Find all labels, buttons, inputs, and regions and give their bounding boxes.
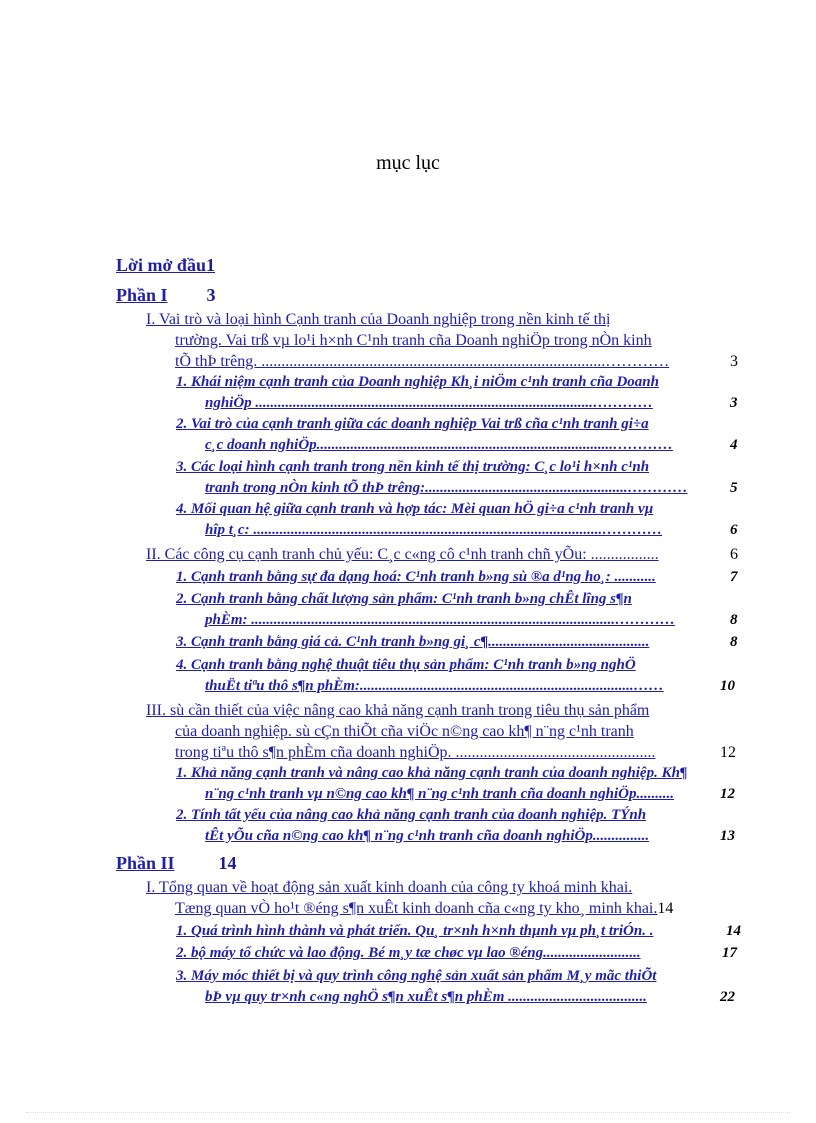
toc-entry-subsection[interactable] <box>176 372 746 414</box>
toc-part1-label[interactable]: Phần I <box>116 285 168 305</box>
toc-line[interactable]: 3. Máy móc thiết bị và quy trình công nghệ sản xuất sản phẩm M¸y mãc thiÕt <box>176 968 657 984</box>
toc-line[interactable]: 2. Cạnh tranh bằng chất lượng sản phẩm: C¹nh tranh b»ng chÊt lîng s¶n <box>176 591 632 607</box>
toc-line[interactable]: I. Tổng quan về hoạt động sản xuất kinh doanh của công ty khoá minh khai. <box>146 879 633 896</box>
toc-page-number: 14 <box>726 923 741 939</box>
toc-line[interactable]: tranh trong nÒn kinh tÕ thÞ trêng:......................................................………… 5 <box>176 478 746 499</box>
toc-line[interactable]: nghiÖp ..........................................................................................………… 3 <box>176 393 746 414</box>
toc-page-number: 14 <box>657 900 674 917</box>
toc-page-number: 8 <box>730 634 738 650</box>
toc-entry-subsection[interactable] <box>176 499 746 541</box>
toc-entry-section[interactable] <box>146 700 746 763</box>
toc-page-number: 6 <box>730 546 738 563</box>
toc-entry-section[interactable] <box>146 544 746 565</box>
toc-page-number: 17 <box>722 945 737 961</box>
page-bottom-divider <box>26 1112 790 1113</box>
toc-line[interactable]: III. sù cần thiết của việc nâng cao khả năng cạnh tranh trong tiêu thụ sản phẩm <box>146 702 650 719</box>
toc-page-number: 22 <box>720 989 735 1005</box>
toc-line[interactable]: 4. Mối quan hệ giữa cạnh tranh và hợp tác: Mèi quan hÖ gi÷a c¹nh tranh vµ <box>176 501 654 517</box>
toc-entry-subsection[interactable] <box>176 943 746 964</box>
toc-line[interactable]: 1. Khả năng cạnh tranh và nâng cao khả năng cạnh tranh của doanh nghiệp. Kh¶ <box>176 765 688 781</box>
toc-entry-subsection[interactable] <box>176 567 746 588</box>
toc-line[interactable]: trong tiªu thô s¶n phÈm cña doanh nghiÖp. .................................................. 12 <box>175 744 736 761</box>
toc-page-number: 10 <box>720 678 735 694</box>
toc-line[interactable]: Tæng quan vÒ ho¹t ®éng s¶n xuÊt kinh doanh cña c«ng ty kho¸ minh khai.14 <box>175 900 674 917</box>
toc-line[interactable]: 1. Quá trình hình thành và phát triển. Qu¸ tr×nh h×nh thµnh vµ ph¸t triÓn. . 14 <box>176 921 756 942</box>
toc-page-number: 4 <box>730 437 738 453</box>
toc-entry-subsection[interactable] <box>176 966 746 1008</box>
toc-entry-section[interactable] <box>146 877 756 919</box>
toc-part2-page: 14 <box>218 853 237 873</box>
toc-page-number: 7 <box>730 569 738 585</box>
toc-entry-part1[interactable] <box>116 285 216 306</box>
toc-line[interactable]: tÕ thÞ trêng. ......................................................................................………… 3 <box>175 353 738 370</box>
toc-entry-subsection[interactable] <box>176 763 746 805</box>
toc-line[interactable]: 1. Cạnh tranh bằng sự đa dạng hoá: C¹nh tranh b»ng sù ®a d¹ng ho¸: ........... 7 <box>176 567 746 588</box>
toc-line[interactable]: 1. Khái niệm cạnh tranh của Doanh nghiệp Kh¸i niÖm c¹nh tranh cña Doanh <box>176 374 659 390</box>
toc-page-number: 5 <box>730 480 738 496</box>
toc-entry-subsection[interactable] <box>176 805 746 847</box>
toc-entry-subsection[interactable] <box>176 655 746 697</box>
page-title: mục lục <box>376 152 440 174</box>
toc-entry-subsection[interactable] <box>176 414 746 456</box>
toc-line[interactable]: II. Các công cụ cạnh tranh chủ yếu: C¸c c«ng cô c¹nh tranh chñ yÕu: ................. 6 <box>146 546 738 563</box>
toc-intro-label[interactable]: Lời mở đầu <box>116 255 206 275</box>
toc-entry-subsection[interactable] <box>176 589 746 631</box>
toc-line[interactable]: phÈm: .................................................................................................………… 8 <box>176 610 746 631</box>
toc-line[interactable]: tÊt yÕu cña n©ng cao kh¶ n¨ng c¹nh tranh cña doanh nghiÖp............... 13 <box>176 826 746 847</box>
toc-line[interactable]: n¨ng c¹nh tranh vµ n©ng cao kh¶ n¨ng c¹nh tranh cña doanh nghiÖp.......... 12 <box>176 784 746 805</box>
toc-line[interactable]: 3. Các loại hình cạnh tranh trong nền kinh tế thị trường: C¸c lo¹i h×nh c¹nh <box>176 459 650 475</box>
toc-part1-page: 3 <box>206 285 216 305</box>
toc-line[interactable]: 3. Cạnh tranh bằng giá cả. C¹nh tranh b»ng gi¸ c¶........................................... 8 <box>176 632 746 653</box>
toc-line[interactable]: c¸c doanh nghiÖp...............................................................................………… 4 <box>176 435 746 456</box>
toc-line[interactable]: I. Vai trò và loại hình Cạnh tranh của Doanh nghiệp trong nền kinh tế thị <box>146 311 611 328</box>
toc-line[interactable]: bÞ vµ quy tr×nh c«ng nghÖ s¶n xuÊt s¶n phÈm ..................................... 22 <box>176 987 746 1008</box>
toc-entry-part2[interactable] <box>116 853 237 874</box>
toc-page-number: 12 <box>720 786 735 802</box>
toc-entry-subsection[interactable] <box>176 921 756 942</box>
toc-entry-subsection[interactable] <box>176 457 746 499</box>
toc-page-number: 12 <box>720 744 736 761</box>
toc-page-number: 3 <box>730 353 738 370</box>
toc-line[interactable]: của doanh nghiệp. sù cÇn thiÕt cña viÖc n©ng cao kh¶ n¨ng c¹nh tranh <box>175 723 634 740</box>
toc-line[interactable]: 2. Tính tất yếu của nâng cao khả năng cạnh tranh của doanh nghiệp. TÝnh <box>176 807 647 823</box>
toc-entry-section[interactable] <box>146 309 746 372</box>
toc-line[interactable]: trường. Vai trß vµ lo¹i h×nh C¹nh tranh cña Doanh nghiÖp trong nÒn kinh <box>175 332 652 349</box>
toc-line[interactable]: hîp t¸c: .............................................................................................………… 6 <box>176 520 746 541</box>
toc-line[interactable]: 2. Vai trò của cạnh tranh giữa các doanh nghiệp Vai trß cña c¹nh tranh gi÷a <box>176 416 649 432</box>
toc-line[interactable]: 4. Cạnh tranh bằng nghệ thuật tiêu thụ sản phẩm: C¹nh tranh b»ng nghÖ <box>176 657 636 673</box>
toc-entry-intro[interactable] <box>116 255 215 276</box>
toc-part2-label[interactable]: Phần II <box>116 853 175 873</box>
toc-page-number: 13 <box>720 828 735 844</box>
toc-intro-page: 1 <box>205 255 215 275</box>
toc-line[interactable]: 2. bộ máy tổ chức và lao động. Bé m¸y tæ chøc vµ lao ®éng.......................... 17 <box>176 943 746 964</box>
toc-page-number: 6 <box>730 522 738 538</box>
toc-line[interactable]: thuËt tiªu thô s¶n phÈm:.........................................................................…… 10 <box>176 676 746 697</box>
toc-page-number: 3 <box>730 395 738 411</box>
toc-page-number: 8 <box>730 612 738 628</box>
toc-entry-subsection[interactable] <box>176 632 746 653</box>
